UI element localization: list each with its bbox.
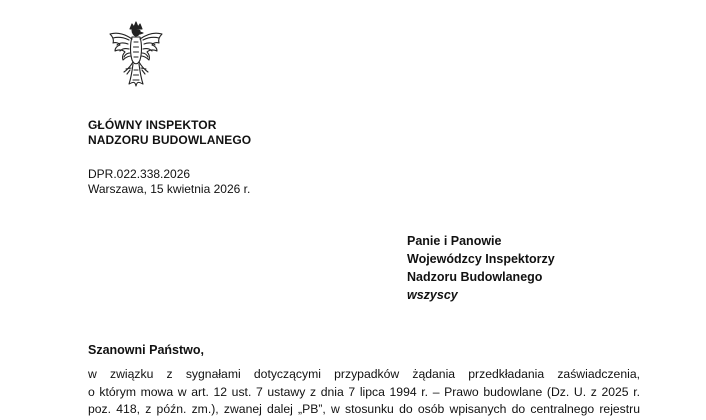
- recipient-line-3: Nadzoru Budowlanego: [407, 270, 543, 284]
- salutation: Szanowni Państwo,: [88, 343, 204, 357]
- recipient-line-2: Wojewódzcy Inspektorzy: [407, 252, 555, 266]
- issuing-authority: [88, 118, 251, 148]
- body-line: poz. 418, z późn. zm.), zwanej dalej „PB”, w stosunku do osób wpisanych do centralnego rejestru: [88, 402, 640, 416]
- polish-eagle-emblem-icon: [105, 20, 167, 94]
- reference-number: DPR.022.338.2026: [88, 167, 191, 181]
- authority-line-1: GŁÓWNY INSPEKTOR: [88, 118, 217, 132]
- authority-line-2: NADZORU BUDOWLANEGO: [88, 133, 252, 147]
- place-and-date: Warszawa, 15 kwietnia 2026 r.: [88, 182, 251, 196]
- letter-body: [88, 366, 640, 419]
- recipient-line-4: wszyscy: [407, 288, 458, 302]
- recipient-line-1: Panie i Panowie: [407, 234, 502, 248]
- body-line: o którym mowa w art. 12 ust. 7 ustawy z dnia 7 lipca 1994 r. – Prawo budowlane (Dz. U. z 2025 r.: [88, 384, 640, 399]
- recipient-block: [407, 232, 555, 304]
- body-line: w związku z sygnałami dotyczącymi przypadków żądania przedkładania zaświadczenia,: [88, 367, 640, 381]
- document-meta: [88, 167, 250, 197]
